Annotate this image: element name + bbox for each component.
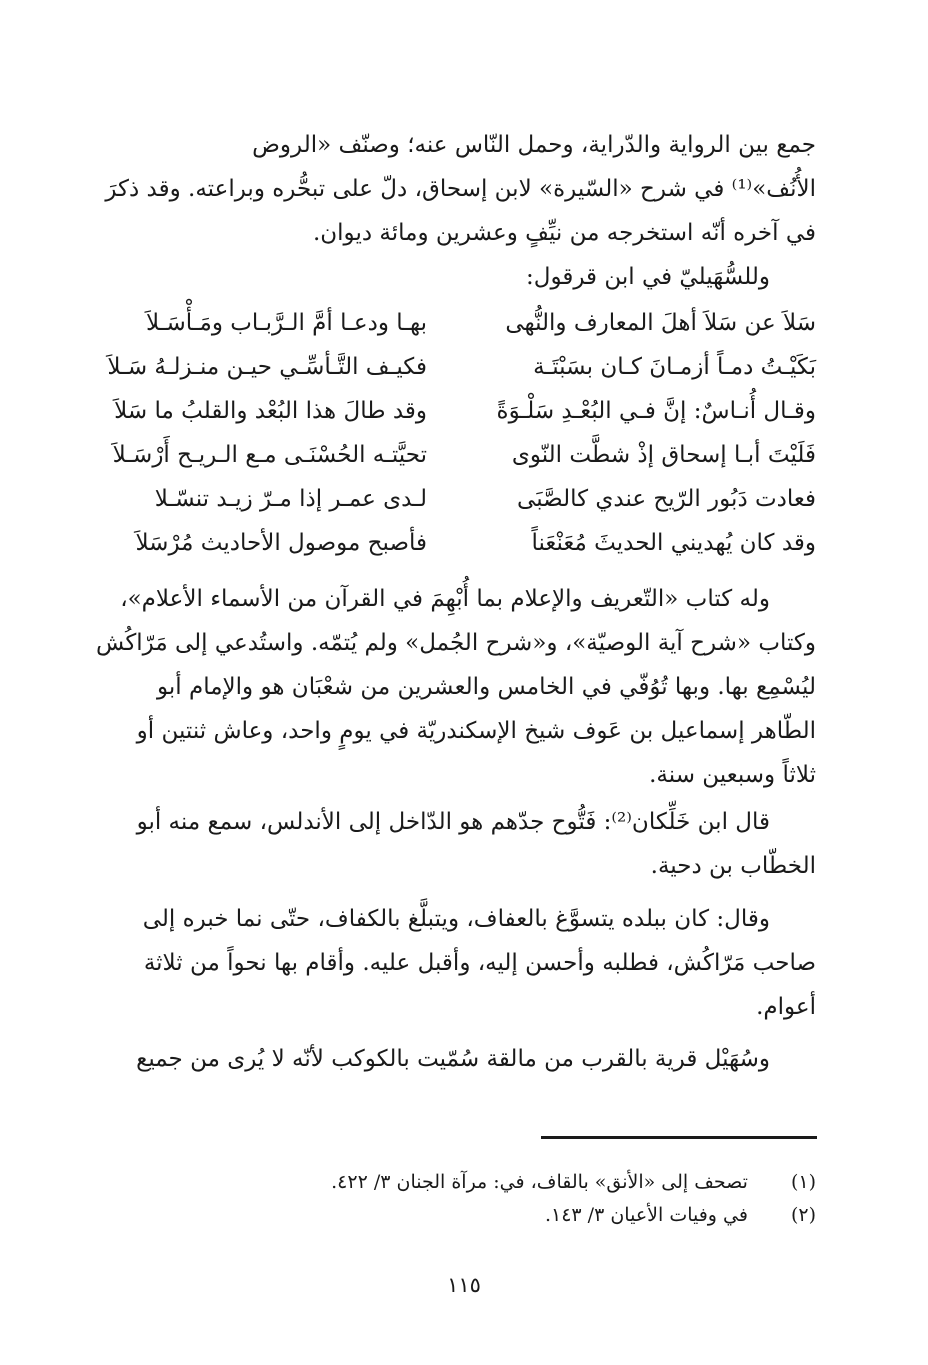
text-line: وسُهَيْل قرية بالقرب من مالقة سُمّيت بالكوكب لأنّه لا يُرى من جميع <box>136 1046 770 1072</box>
verse-second-hemistich: وقد طالَ هذا البُعْد والقلبُ ما سَلاَ <box>114 398 427 424</box>
text-line: وكتاب «شرح آية الوصيّة»، و«شرح الجُمل» ولم يُتمّه. واستُدعي إلى مَرّاكُش <box>96 630 816 656</box>
text-line: في آخره أنّه استخرجه من نيِّفٍ وعشرين ومائة ديوان. <box>312 220 816 246</box>
poem-verse <box>92 301 816 345</box>
footnote-text: تصحف إلى «الأنق» بالقاف، في: مرآة الجنان ٣/ ٤٢٢. <box>331 1171 748 1193</box>
paragraph-3 <box>92 800 816 888</box>
paragraph-2 <box>92 577 816 797</box>
text-line: وقال: كان ببلده يتسوَّغ بالعفاف، ويتبلَّغ بالكفاف، حتّى نما خبره إلى <box>142 906 770 932</box>
footnote <box>92 1166 816 1199</box>
footnote <box>92 1199 816 1232</box>
verse-second-hemistich: بهـا ودعـا أمَّ الـرَّبـاب ومَـأْسَـلاَ <box>146 310 427 336</box>
footnote-text: في وفيات الأعيان ٣/ ١٤٣. <box>544 1204 748 1226</box>
verse-second-hemistich: فكيـف التَّـأسِّـي حيـن منـزلـهُ سَـلاَ <box>107 354 427 380</box>
text-line: الخطّاب بن دحية. <box>650 853 816 879</box>
footnote-separator <box>541 1136 817 1139</box>
verse-first-hemistich: فعادت دَبُور الرّيح عندي كالصَّبَى <box>517 486 816 512</box>
text-line: الطّاهر إسماعيل بن عَوف شيخ الإسكندريّة في يومٍ واحد، وعاش ثنتين أو <box>136 718 816 744</box>
text-line: ليُسْمِع بها. وبها تُوُفّي في الخامس والعشرين من شعْبَان هو والإمام أبو <box>157 674 816 700</box>
verse-first-hemistich: بَكَيْـتُ دمـاً أزمـانَ كـان بسَبْتَـة <box>533 354 816 380</box>
text-line: أعوام. <box>756 994 816 1020</box>
text-line: ثلاثاً وسبعين سنة. <box>649 762 816 788</box>
verse-first-hemistich: سَلاَ عن سَلاَ أهلَ المعارف والنُّهى <box>505 310 816 336</box>
poem-verse <box>92 345 816 389</box>
poem-verse <box>92 389 816 433</box>
poem-verse <box>92 477 816 521</box>
footnote-number: (١) <box>790 1171 816 1193</box>
text-line: صاحب مَرّاكُش، فطلبه وأحسن إليه، وأقبل عليه. وأقام بها نحواً من ثلاثة <box>143 950 816 976</box>
verse-second-hemistich: لـدى عمـر إذا مـرّ زيـد تنسّـلا <box>154 486 427 512</box>
footnote-number: (٢) <box>790 1204 816 1226</box>
poem-verse <box>92 433 816 477</box>
text-line: قال ابن خَلِّكان⁽²⁾: فَتُّوح جدّهم هو الدّاخل إلى الأندلس، سمع منه أبو <box>136 809 770 835</box>
verse-first-hemistich: فَلَيْتَ أبـا إسحاق إذْ شطَّت النّوى <box>511 442 816 468</box>
verse-first-hemistich: وقـال أُنـاسٌ: إنَّ فـي البُعْـدِ سَلْـوَةً <box>496 398 816 424</box>
text-line: وللسُّهَيليّ في ابن قرقول: <box>526 264 770 290</box>
poem-verse <box>92 521 816 565</box>
text-line: وله كتاب «التّعريف والإعلام بما أُبْهِمَ في القرآن من الأسماء الأعلام»، <box>120 586 770 612</box>
verse-first-hemistich: وقد كان يُهديني الحديثَ مُعَنْعَناً <box>531 530 816 556</box>
poem <box>92 301 816 565</box>
paragraph-5 <box>92 1037 816 1081</box>
verse-second-hemistich: تحيَّتـه الحُسْنَـى مـع الـريـح أَرْسَـلاَ <box>112 442 427 468</box>
page-number: ١١٥ <box>447 1273 481 1297</box>
verse-second-hemistich: فأصبح موصول الأحاديث مُرْسَلاَ <box>135 530 427 556</box>
paragraph-1 <box>92 123 816 299</box>
text-line: الأُنُف»⁽¹⁾ في شرح «السّيرة» لابن إسحاق، دلّ على تبحُّره وبراعته. وقد ذكرَ <box>105 176 816 202</box>
footnotes <box>92 1166 816 1232</box>
text-line: جمع بين الرواية والدّراية، وحمل النّاس عنه؛ وصنّف «الروض <box>252 132 816 158</box>
paragraph-4 <box>92 897 816 1029</box>
